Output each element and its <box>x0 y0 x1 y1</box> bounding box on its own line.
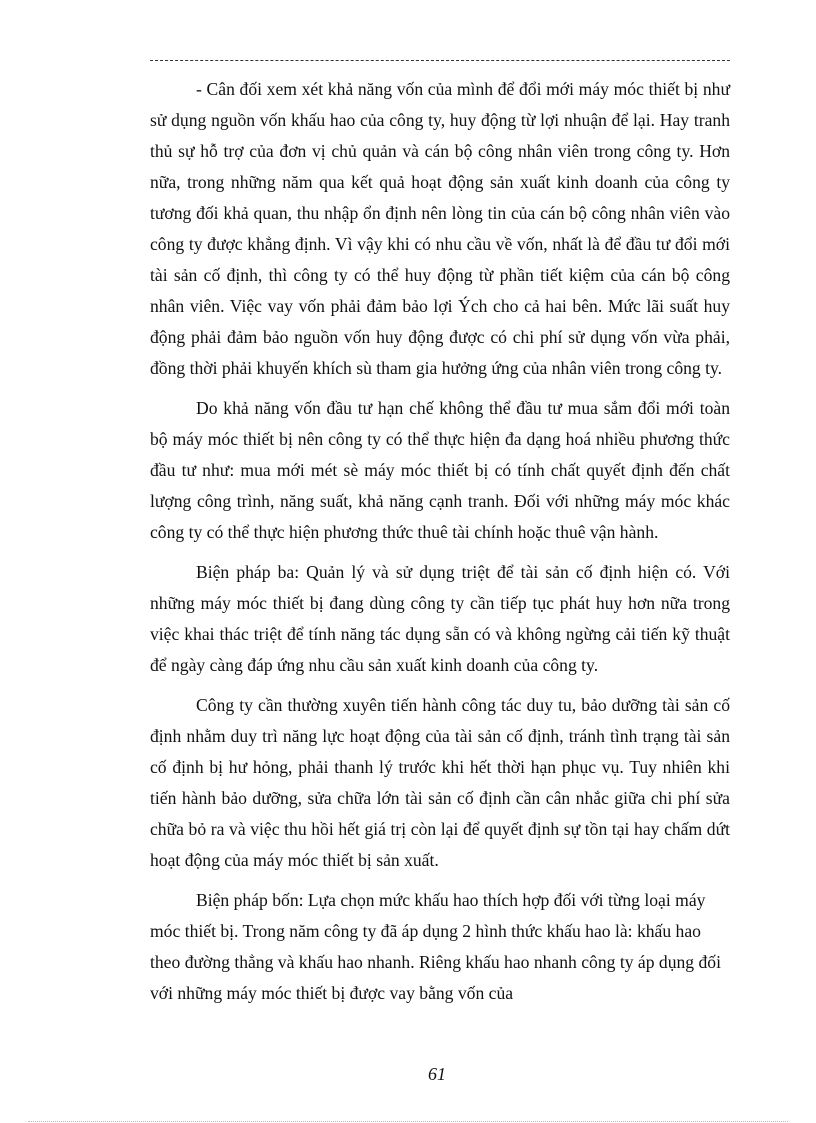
header-divider <box>150 60 730 61</box>
page-number: 61 <box>428 1064 446 1084</box>
paragraph: Công ty cần thường xuyên tiến hành công tác duy tu, bảo dưỡng tài sản cố định nhằm duy trì năng lực hoạt động của tài sản cố định, tránh tình trạng tài sản cố định bị hư hỏng, phải thanh lý trước khi hết thời hạn phục vụ. Tuy nhiên khi tiến hành bảo dưỡng, sửa chữa lớn tài sản cố định cần cân nhắc giữa chi phí sửa chữa bỏ ra và việc thu hồi hết giá trị còn lại để quyết định sự tồn tại hay chấm dứt hoạt động của máy móc thiết bị sản xuất. <box>150 695 730 870</box>
paragraph: Biện pháp ba: Quản lý và sử dụng triệt để tài sản cố định hiện có. Với những máy móc thiết bị đang dùng công ty cần tiếp tục phát huy hơn nữa trong việc khai thác triệt để tính năng tác dụng sẵn có và không ngừng cải tiến kỹ thuật để ngày càng đáp ứng nhu cầu sản xuất kinh doanh của công ty. <box>150 562 730 675</box>
body-text <box>150 74 730 1018</box>
paragraph: Do khả năng vốn đầu tư hạn chế không thể đầu tư mua sắm đổi mới toàn bộ máy móc thiết bị nên công ty có thể thực hiện đa dạng hoá nhiều phương thức đầu tư như: mua mới mét sè máy móc thiết bị có tính chất quyết định đến chất lượng công trình, năng suất, khả năng cạnh tranh. Đối với những máy móc khác công ty có thể thực hiện phương thức thuê tài chính hoặc thuê vận hành. <box>150 398 730 542</box>
footer-divider <box>28 1121 788 1122</box>
paragraph: - Cân đối xem xét khả năng vốn của mình để đổi mới máy móc thiết bị như sử dụng nguồn vốn khấu hao của công ty, huy động từ lợi nhuận để lại. Hay tranh thủ sự hỗ trợ của đơn vị chủ quản và cán bộ công nhân viên trong công ty. Hơn nữa, trong những năm qua kết quả hoạt động sản xuất kinh doanh của công ty tương đối khả quan, thu nhập ổn định nên lòng tin của cán bộ công nhân viên vào công ty được khẳng định. Vì vậy khi có nhu cầu về vốn, nhất là để đầu tư đổi mới tài sản cố định, thì công ty có thể huy động từ phần tiết kiệm của cán bộ công nhân viên. Việc vay vốn phải đảm bảo lợi Ých cho cả hai bên. Mức lãi suất huy động phải đảm bảo nguồn vốn huy động được có chi phí sử dụng vốn vừa phải, đồng thời phải khuyến khích sù tham gia hưởng ứng của nhân viên trong công ty. <box>150 79 730 378</box>
paragraph: Biện pháp bốn: Lựa chọn mức khấu hao thích hợp đối với từng loại máy móc thiết bị. Trong năm công ty đã áp dụng 2 hình thức khấu hao là: khấu hao theo đường thẳng và khấu hao nhanh. Riêng khấu hao nhanh công ty áp dụng đối với những máy móc thiết bị được vay bằng vốn của <box>150 890 721 1003</box>
